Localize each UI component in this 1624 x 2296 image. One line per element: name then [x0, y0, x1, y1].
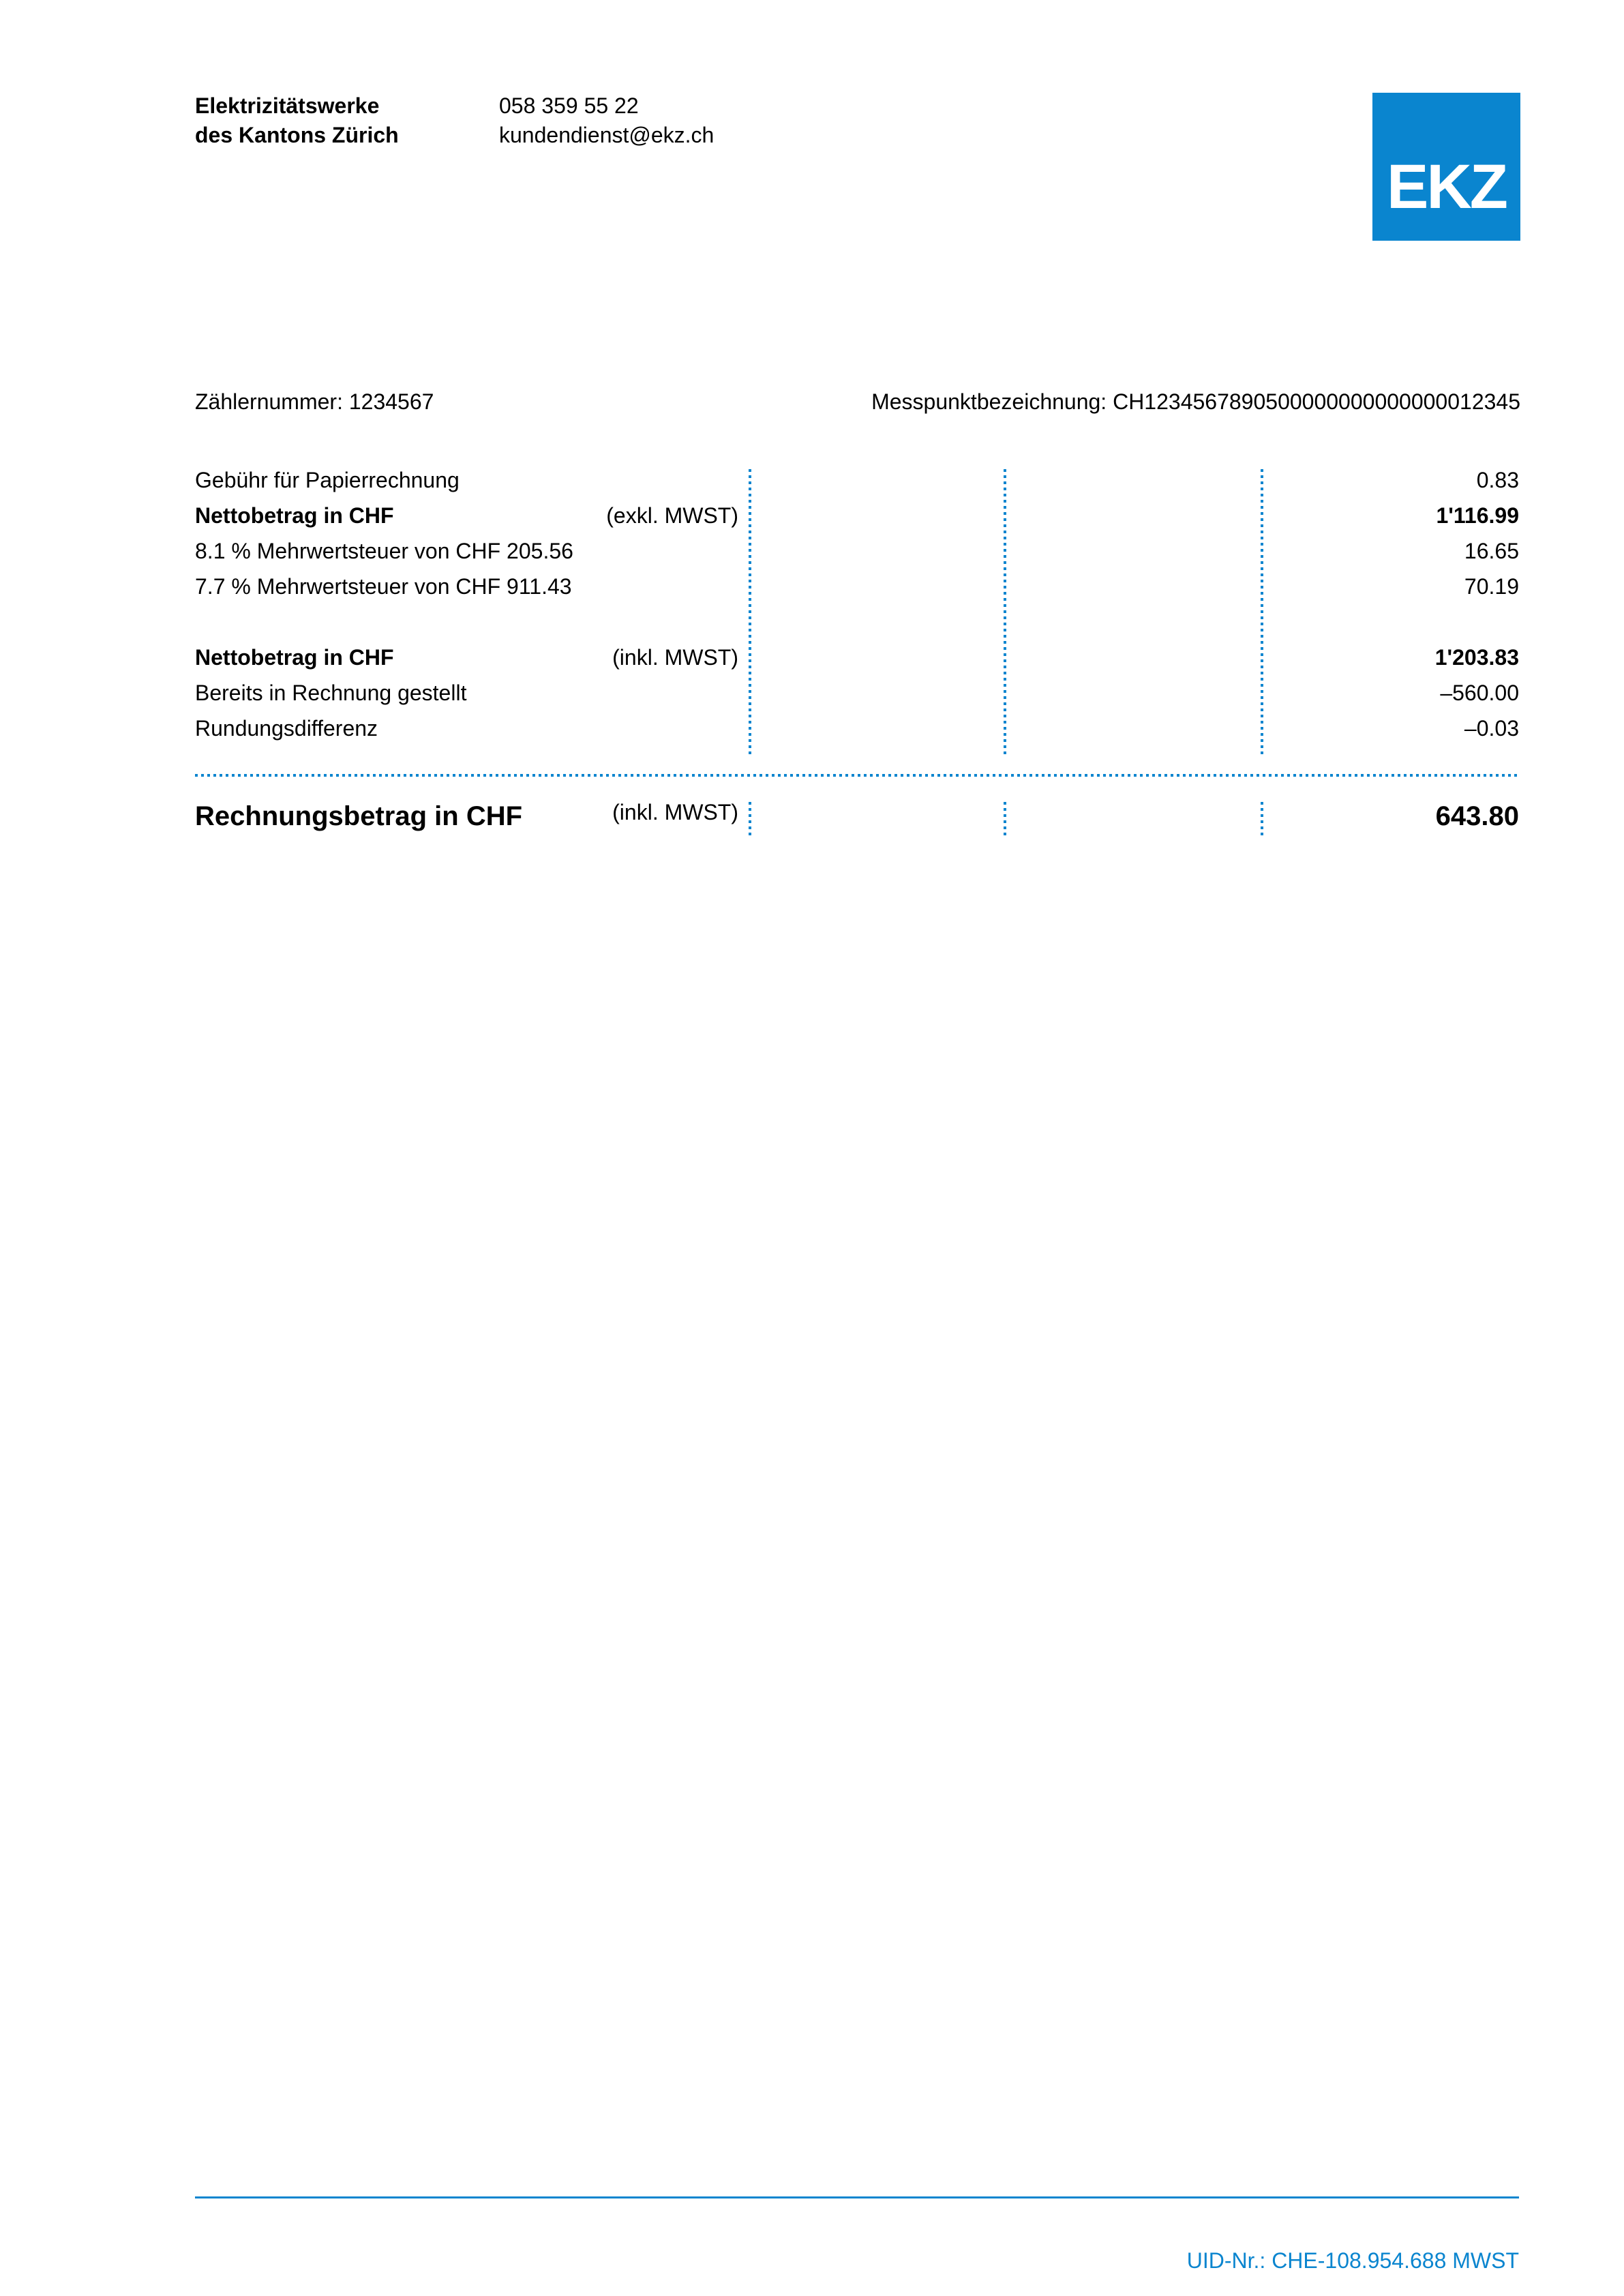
column-divider [1004, 802, 1006, 836]
email-address: kundendienst@ekz.ch [499, 123, 715, 147]
line-item-label: 7.7 % Mehrwertsteuer von CHF 911.43 [195, 574, 572, 599]
company-name [195, 91, 399, 150]
column-divider [1261, 802, 1263, 836]
line-item [195, 640, 1519, 675]
line-item-amount: 16.65 [1464, 539, 1519, 563]
meter-number-label: Zählernummer: [195, 389, 343, 414]
line-item-amount: 1'203.83 [1434, 645, 1519, 670]
line-item-note: (exkl. MWST) [606, 503, 738, 528]
line-item-note: (inkl. MWST) [612, 645, 738, 670]
meter-number: 1234567 [348, 389, 434, 414]
line-item-label: Bereits in Rechnung gestellt [195, 681, 467, 705]
line-item [195, 533, 1519, 569]
metering-point-label: Messpunktbezeichnung: [871, 389, 1107, 414]
total-note: (inkl. MWST) [612, 800, 738, 824]
line-item-label: Nettobetrag in CHF [195, 503, 394, 528]
line-item [195, 462, 1519, 498]
line-item-amount: 0.83 [1476, 468, 1519, 492]
metering-point-id: CH1234567890500000000000000012345 [1113, 389, 1520, 414]
line-item-label: Nettobetrag in CHF [195, 645, 394, 670]
line-items-table [195, 462, 1519, 746]
line-item-amount: 70.19 [1464, 574, 1519, 599]
line-item [195, 711, 1519, 746]
total-separator [195, 774, 1520, 777]
uid-number: UID-Nr.: CHE-108.954.688 MWST [1186, 2248, 1519, 2273]
meter-number-line [195, 387, 434, 417]
line-item-amount: –560.00 [1440, 681, 1519, 705]
metering-point-line [871, 387, 1520, 417]
line-item-amount: –0.03 [1464, 716, 1519, 741]
line-item-label: 8.1 % Mehrwertsteuer von CHF 205.56 [195, 539, 573, 563]
company-name-line2: des Kantons Zürich [195, 123, 399, 147]
contact-info [499, 91, 714, 150]
company-name-line1: Elektrizitätswerke [195, 93, 380, 118]
ekz-logo-text: EKZ [1387, 152, 1506, 222]
line-item-label: Gebühr für Papierrechnung [195, 468, 460, 492]
total-amount: 643.80 [1435, 801, 1519, 831]
line-item [195, 498, 1519, 533]
total-label: Rechnungsbetrag in CHF [195, 801, 523, 831]
line-item [195, 675, 1519, 711]
line-item [195, 569, 1519, 604]
footer-rule [195, 2196, 1519, 2198]
line-item-label: Rundungsdifferenz [195, 716, 378, 741]
row-spacer [195, 604, 1519, 640]
ekz-logo [1372, 93, 1520, 241]
line-item-amount: 1'116.99 [1436, 503, 1519, 528]
phone-number: 058 359 55 22 [499, 93, 639, 118]
column-divider [749, 802, 751, 836]
